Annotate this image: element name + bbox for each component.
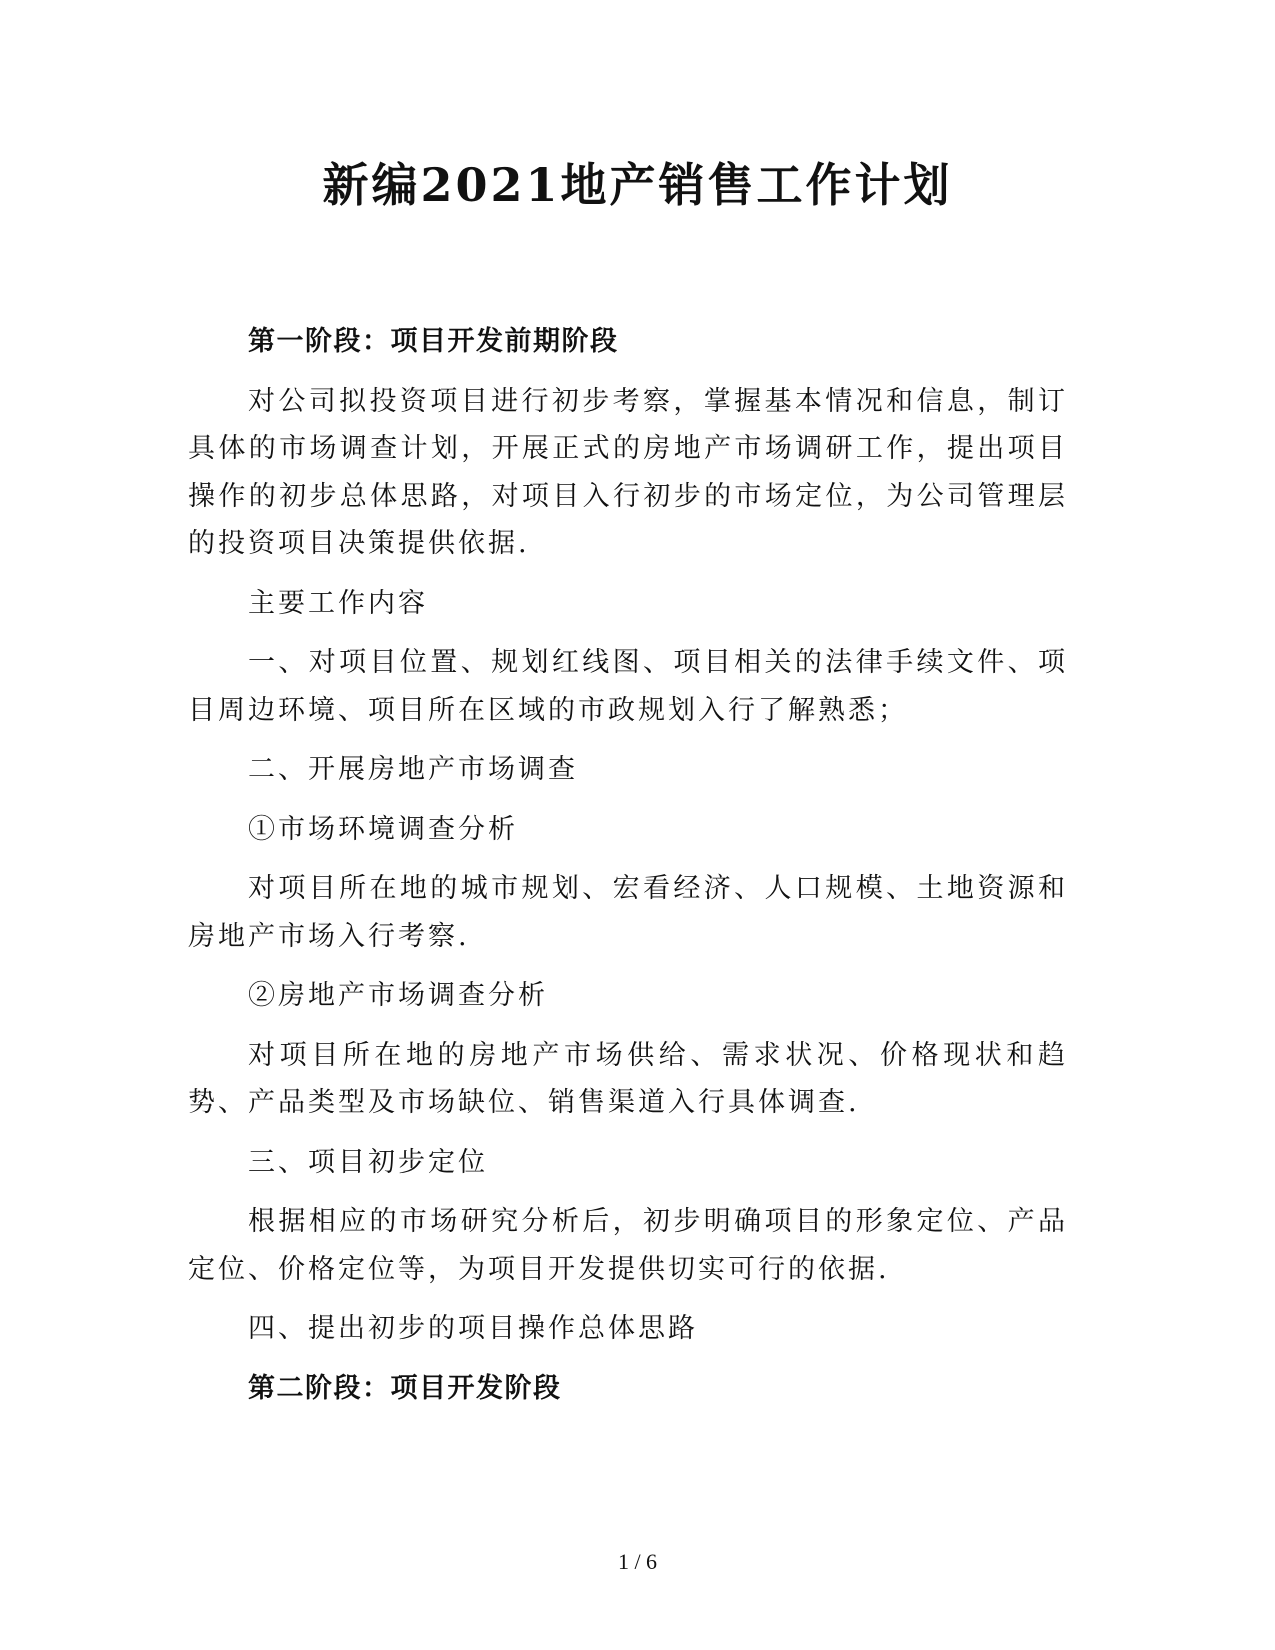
section-heading-stage-1: 第一阶段：项目开发前期阶段 [248, 326, 619, 357]
paragraph: 四、提出初步的项目操作总体思路 [248, 1313, 698, 1344]
paragraph: 对公司拟投资项目进行初步考察，掌握基本情况和信息，制订具体的市场调查计划，开展正式的房地产市场调研工作，提出项目操作的初步总体思路，对项目入行初步的市场定位，为公司管理层的投资项目决策提供依据. [188, 385, 1068, 559]
paragraph: 对项目所在地的房地产市场供给、需求状况、价格现状和趋势、产品类型及市场缺位、销售渠道入行具体调查. [188, 1039, 1068, 1118]
paragraph: 主要工作内容 [248, 587, 428, 619]
paragraph: 一、对项目位置、规划红线图、项目相关的法律手续文件、项目周边环境、项目所在区域的市政规划入行了解熟悉； [188, 647, 1068, 726]
paragraph: ②房地产市场调查分析 [248, 980, 548, 1011]
paragraph: 三、项目初步定位 [248, 1146, 488, 1178]
paragraph: 对项目所在地的城市规划、宏看经济、人口规模、土地资源和房地产市场入行考察. [188, 873, 1068, 952]
page-number: 1 / 6 [617, 1549, 658, 1574]
paragraph: 二、开展房地产市场调查 [248, 754, 578, 785]
section-heading-stage-2: 第二阶段：项目开发阶段 [248, 1372, 562, 1404]
document-title: 新编2021地产销售工作计划 [322, 158, 953, 212]
paragraph: ①市场环境调查分析 [248, 813, 518, 845]
paragraph: 根据相应的市场研究分析后，初步明确项目的形象定位、产品定位、价格定位等，为项目开发提供切实可行的依据. [188, 1206, 1068, 1285]
document-body [188, 318, 1068, 1424]
